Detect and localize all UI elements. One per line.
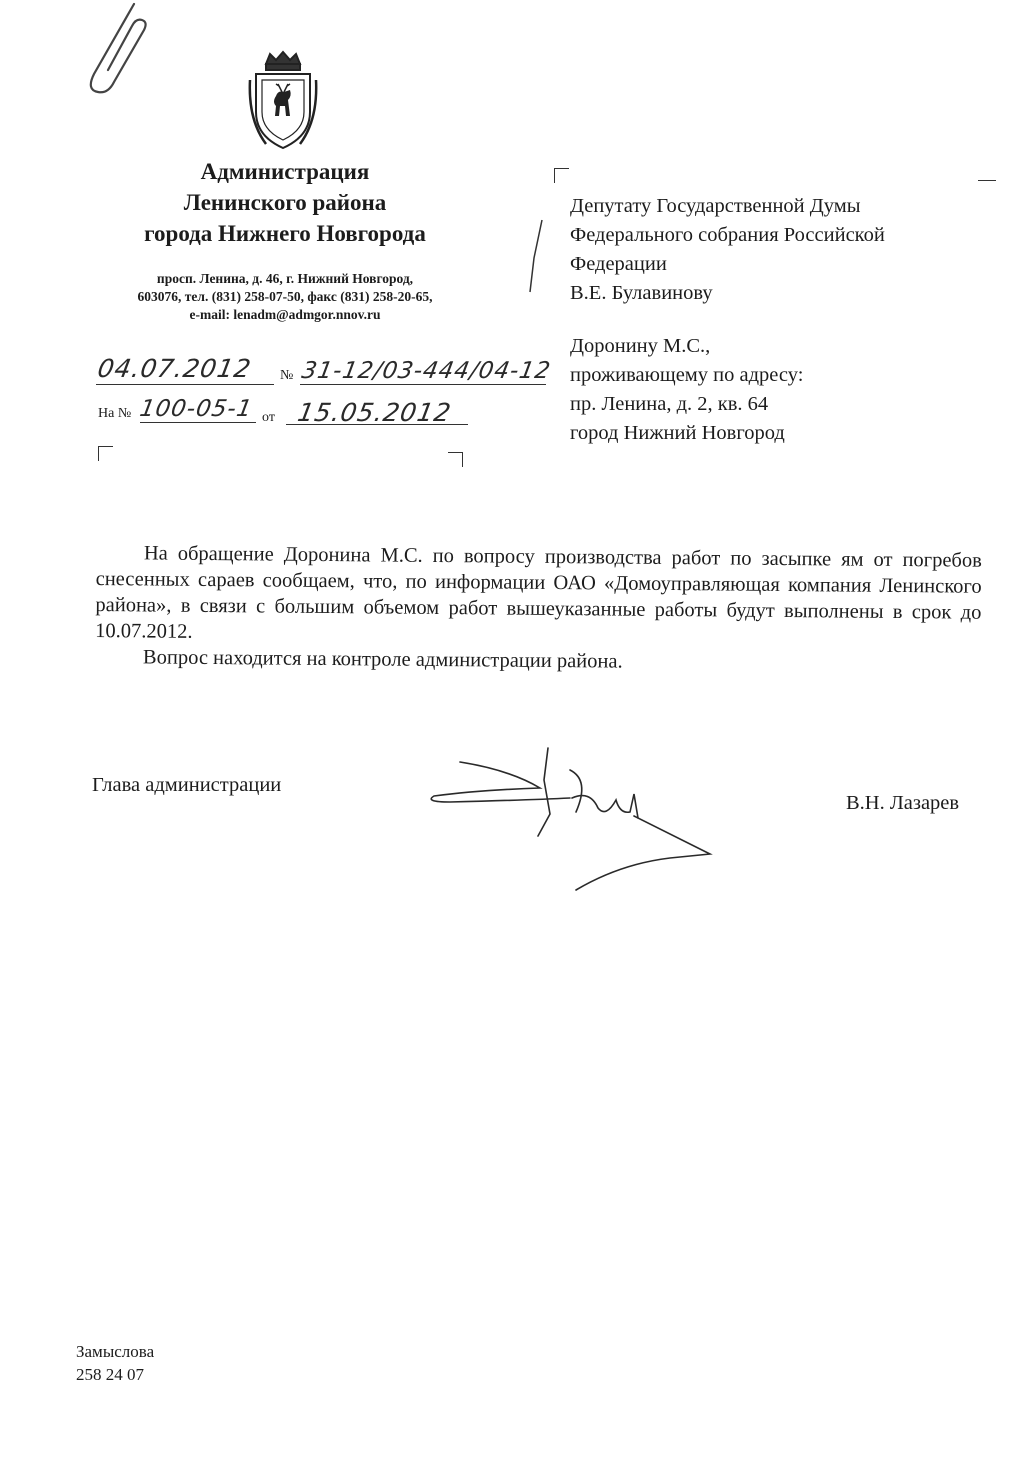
paperclip-icon: [76, 0, 156, 98]
corner-mark: [448, 452, 463, 467]
contact-line: 603076, тел. (831) 258-07-50, факс (831) 258-20-65,: [137, 289, 433, 304]
addressee-line: Федерации: [570, 253, 667, 275]
number-underline: [300, 384, 546, 385]
addressee-line: пр. Ленина, д. 2, кв. 64: [570, 393, 769, 415]
organization-title: [80, 156, 490, 249]
org-line: Администрация: [200, 159, 370, 184]
ref-number-underline: [140, 422, 256, 423]
executor-phone: 258 24 07: [76, 1365, 144, 1384]
date-underline: [96, 384, 274, 385]
reference-label: На №: [98, 406, 132, 421]
contact-line: просп. Ленина, д. 46, г. Нижний Новгород,: [156, 271, 414, 286]
reference-number: 100-05-1: [137, 396, 255, 422]
letter-body: [95, 540, 982, 678]
organization-contacts: [90, 270, 480, 324]
executor-name: Замыслова: [76, 1342, 155, 1361]
ref-date-underline: [286, 424, 468, 425]
addressee-line: Доронину М.С.,: [570, 335, 711, 357]
body-paragraph: На обращение Доронина М.С. по вопросу производства работ по засыпке ям от погребов снесенных сараев сообщаем, что, по информации ОАО «Домоуправляющая компания Ленинского района», в связи с большим объемом работ вышеуказанные работы будут выполнены в срок до 10.07.2012.: [95, 542, 982, 643]
addressee-block: [570, 192, 990, 448]
corner-mark: [978, 180, 996, 181]
executor-block: [76, 1340, 154, 1386]
check-mark-icon: [520, 218, 560, 298]
addressee-line: Депутату Государственной Думы: [570, 195, 861, 217]
addressee-line: Федерального собрания Российской: [570, 224, 885, 246]
org-line: Ленинского района: [183, 190, 387, 215]
signatory-name: В.Н. Лазарев: [846, 792, 960, 814]
handwritten-signature: [420, 740, 720, 900]
spacer: [570, 308, 990, 332]
addressee-line: город Нижний Новгород: [570, 422, 785, 444]
signatory-role: Глава администрации: [92, 774, 282, 796]
body-paragraph: Вопрос находится на контроле администрации района.: [142, 646, 623, 673]
city-coat-of-arms-icon: [246, 50, 320, 154]
number-label: №: [280, 368, 294, 383]
org-line: города Нижнего Новгорода: [144, 221, 426, 246]
registration-date: 04.07.2012: [95, 354, 254, 383]
reference-date: 15.05.2012: [295, 398, 454, 427]
registration-number: 31-12/03-444/04-12: [299, 358, 553, 384]
corner-mark: [98, 446, 113, 461]
contact-line: e-mail: lenadm@admgor.nnov.ru: [189, 307, 381, 322]
corner-mark: [554, 168, 569, 183]
addressee-line: В.Е. Булавинову: [570, 282, 713, 304]
reference-from-label: от: [262, 410, 275, 425]
addressee-line: проживающему по адресу:: [570, 364, 804, 386]
